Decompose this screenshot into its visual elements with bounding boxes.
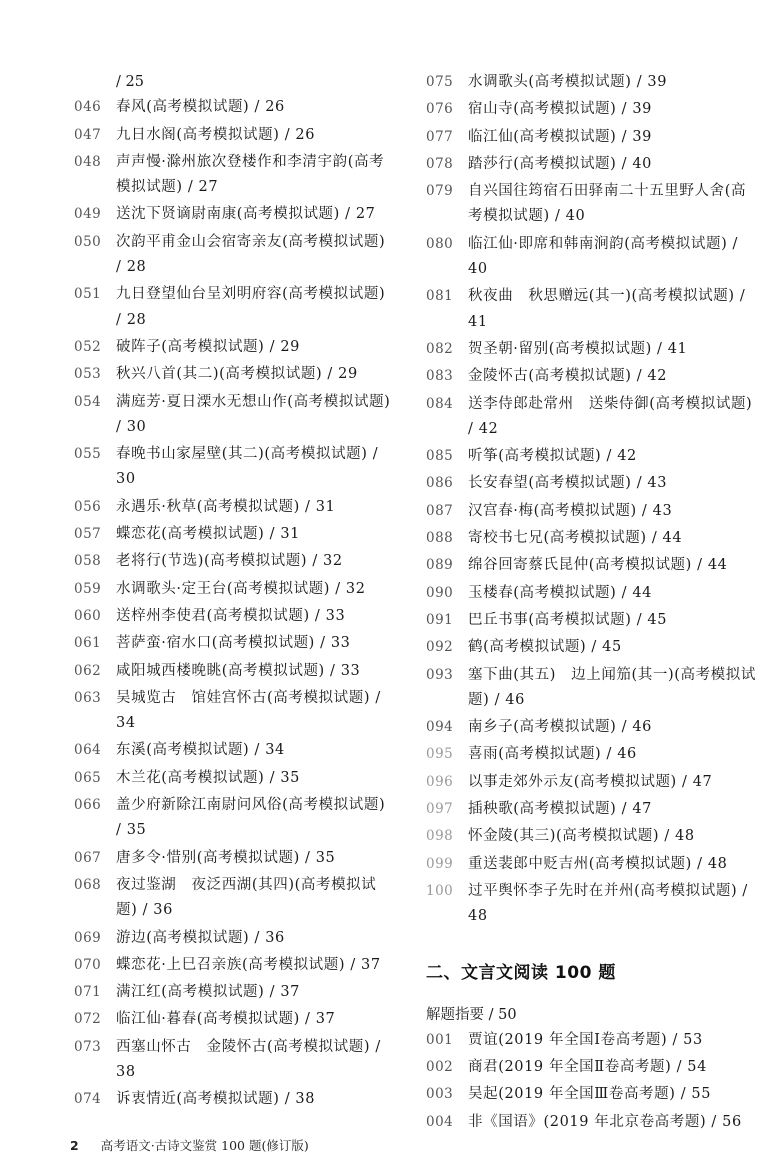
toc-entry bbox=[74, 604, 394, 629]
toc-entry bbox=[74, 282, 394, 333]
entry-title: 水调歌头·定王台(高考模拟试题) / 32 bbox=[116, 580, 366, 597]
entry-number: 004 bbox=[426, 1113, 454, 1130]
entry-number: 073 bbox=[74, 1038, 102, 1055]
page-footer bbox=[70, 1136, 309, 1154]
entry-title: 喜雨(高考模拟试题) / 46 bbox=[468, 746, 637, 763]
toc-entry bbox=[426, 852, 756, 877]
toc-entry bbox=[426, 553, 756, 578]
toc-entry bbox=[426, 1028, 756, 1053]
entry-title: 春晚书山家屋壁(其二)(高考模拟试题) / 30 bbox=[116, 446, 379, 488]
entry-number: 079 bbox=[426, 183, 454, 200]
toc-entry bbox=[74, 390, 394, 441]
entry-number: 067 bbox=[74, 849, 102, 866]
entry-title: 巴丘书事(高考模拟试题) / 45 bbox=[468, 611, 668, 628]
toc-entry bbox=[426, 663, 756, 714]
entry-title: 破阵子(高考模拟试题) / 29 bbox=[116, 338, 300, 355]
entry-number: 090 bbox=[426, 584, 454, 601]
toc-entry bbox=[426, 635, 756, 660]
entry-title: 临江仙·即席和韩南涧韵(高考模拟试题) / 40 bbox=[468, 235, 739, 278]
entry-title: 过平舆怀李子先时在并州(高考模拟试题) / 48 bbox=[468, 882, 748, 925]
entry-number: 096 bbox=[426, 773, 454, 790]
entry-number: 059 bbox=[74, 580, 102, 597]
entry-number: 072 bbox=[74, 1011, 102, 1028]
continued-page-ref: / 25 bbox=[116, 74, 144, 90]
entry-number: 003 bbox=[426, 1086, 454, 1103]
entry-number: 091 bbox=[426, 611, 454, 628]
entry-title: 蝶恋花·上巳召亲族(高考模拟试题) / 37 bbox=[116, 956, 381, 973]
toc-entry bbox=[74, 631, 394, 656]
entry-number: 084 bbox=[426, 395, 454, 412]
entry-title: 非《国语》(2019 年北京卷高考题) / 56 bbox=[468, 1113, 742, 1130]
entry-title: 声声慢·滁州旅次登楼作和李清宇韵(高考模拟试题) / 27 bbox=[116, 153, 385, 196]
entry-title: 宿山寺(高考模拟试题) / 39 bbox=[468, 101, 652, 118]
entry-title: 汉宫春·梅(高考模拟试题) / 43 bbox=[468, 502, 673, 519]
book-title: 高考语文·古诗文鉴赏 100 题(修订版) bbox=[100, 1138, 309, 1153]
entry-number: 089 bbox=[426, 557, 454, 574]
entry-number: 049 bbox=[74, 206, 102, 223]
toc-entry bbox=[74, 230, 394, 281]
entry-title: 木兰花(高考模拟试题) / 35 bbox=[116, 769, 300, 786]
entry-number: 100 bbox=[426, 882, 454, 899]
entry-number: 080 bbox=[426, 235, 454, 252]
toc-entry bbox=[426, 770, 756, 795]
toc-entry bbox=[426, 179, 756, 230]
toc-entry bbox=[74, 953, 394, 978]
toc-entry bbox=[426, 232, 756, 283]
toc-entry bbox=[426, 125, 756, 150]
toc-entry bbox=[74, 926, 394, 951]
entry-title: 老将行(节选)(高考模拟试题) / 32 bbox=[116, 553, 343, 570]
entry-number: 099 bbox=[426, 855, 454, 872]
toc-entry bbox=[74, 522, 394, 547]
toc-entry bbox=[426, 70, 756, 95]
toc-entry bbox=[426, 499, 756, 524]
entry-number: 001 bbox=[426, 1031, 454, 1048]
entry-number: 077 bbox=[426, 128, 454, 145]
toc-entry bbox=[426, 581, 756, 606]
entry-title: 送李侍郎赴常州 送柴侍御(高考模拟试题) / 42 bbox=[468, 395, 753, 437]
page-number: 2 bbox=[70, 1138, 79, 1153]
entry-title: 咸阳城西楼晚眺(高考模拟试题) / 33 bbox=[116, 662, 361, 679]
toc-entry bbox=[74, 150, 394, 201]
entry-title: 送梓州李使君(高考模拟试题) / 33 bbox=[116, 607, 346, 624]
entry-title: 插秧歌(高考模拟试题) / 47 bbox=[468, 801, 652, 818]
entry-number: 052 bbox=[74, 338, 102, 355]
entry-number: 093 bbox=[426, 666, 454, 683]
toc-entry bbox=[74, 686, 394, 737]
toc-entry bbox=[74, 1035, 394, 1086]
entry-number: 075 bbox=[426, 74, 454, 90]
guide-entry: 解题指要 / 50 bbox=[426, 1006, 517, 1023]
toc-entry bbox=[74, 335, 394, 360]
entry-title: 以事走郊外示友(高考模拟试题) / 47 bbox=[468, 773, 713, 790]
entry-number: 063 bbox=[74, 689, 102, 706]
entry-number: 070 bbox=[74, 956, 102, 973]
entry-title: 临江仙·暮春(高考模拟试题) / 37 bbox=[116, 1011, 336, 1028]
toc-entry bbox=[426, 608, 756, 633]
toc-entry bbox=[74, 1087, 394, 1112]
entry-title: 南乡子(高考模拟试题) / 46 bbox=[468, 719, 652, 736]
entry-title: 怀金陵(其三)(高考模拟试题) / 48 bbox=[468, 828, 695, 845]
entry-title: 盖少府新除江南尉问风俗(高考模拟试题) / 35 bbox=[116, 797, 386, 839]
entry-number: 054 bbox=[74, 393, 102, 410]
entry-title: 金陵怀古(高考模拟试题) / 42 bbox=[468, 368, 668, 385]
entry-number: 083 bbox=[426, 368, 454, 385]
entry-number: 097 bbox=[426, 801, 454, 818]
entry-title: 临江仙(高考模拟试题) / 39 bbox=[468, 128, 652, 145]
left-entry-list bbox=[74, 95, 394, 1112]
toc-entry bbox=[426, 392, 756, 443]
entry-title: 送沈下贤谪尉南康(高考模拟试题) / 27 bbox=[116, 206, 376, 223]
toc-entry bbox=[74, 577, 394, 602]
entry-number: 094 bbox=[426, 719, 454, 736]
entry-title: 自兴国往筠宿石田驿南二十五里野人舍(高考模拟试题) / 40 bbox=[468, 183, 747, 225]
entry-number: 062 bbox=[74, 662, 102, 679]
entry-number: 053 bbox=[74, 366, 102, 383]
entry-title: 吴起(2019 年全国Ⅲ卷高考题) / 55 bbox=[468, 1086, 712, 1103]
entry-number: 050 bbox=[74, 233, 102, 250]
entry-title: 蝶恋花(高考模拟试题) / 31 bbox=[116, 526, 300, 543]
toc-entry bbox=[426, 284, 756, 335]
entry-number: 066 bbox=[74, 797, 102, 814]
entry-number: 071 bbox=[74, 984, 102, 1001]
entry-number: 055 bbox=[74, 446, 102, 463]
entry-title: 满江红(高考模拟试题) / 37 bbox=[116, 984, 300, 1001]
entry-title: 菩萨蛮·宿水口(高考模拟试题) / 33 bbox=[116, 635, 351, 652]
entry-number: 095 bbox=[426, 746, 454, 763]
toc-entry bbox=[74, 1007, 394, 1032]
entry-number: 085 bbox=[426, 448, 454, 465]
entry-number: 088 bbox=[426, 530, 454, 547]
entry-number: 058 bbox=[74, 553, 102, 570]
entry-title: 唐多令·惜别(高考模拟试题) / 35 bbox=[116, 849, 336, 866]
toc-entry bbox=[74, 495, 394, 520]
entry-number: 056 bbox=[74, 498, 102, 515]
left-column bbox=[74, 70, 394, 1115]
entry-title: 九日登望仙台呈刘明府容(高考模拟试题) / 28 bbox=[116, 286, 386, 328]
toc-entry bbox=[426, 1110, 756, 1135]
entry-number: 074 bbox=[74, 1091, 102, 1108]
toc-entry bbox=[426, 1055, 756, 1080]
toc-entry bbox=[426, 152, 756, 177]
toc-entry bbox=[74, 442, 394, 493]
entry-title: 次韵平甫金山会宿寄亲友(高考模拟试题) / 28 bbox=[116, 233, 386, 276]
entry-title: 秋兴八首(其二)(高考模拟试题) / 29 bbox=[116, 366, 358, 383]
toc-entry bbox=[426, 879, 756, 930]
entry-title: 贾谊(2019 年全国Ⅰ卷高考题) / 53 bbox=[468, 1031, 703, 1048]
entry-title: 鹤(高考模拟试题) / 45 bbox=[468, 639, 622, 656]
toc-entry bbox=[74, 766, 394, 791]
entry-number: 064 bbox=[74, 742, 102, 759]
section-entry-list bbox=[426, 1028, 756, 1135]
entry-number: 047 bbox=[74, 126, 102, 143]
entry-title: 西塞山怀古 金陵怀古(高考模拟试题) / 38 bbox=[116, 1038, 381, 1080]
entry-number: 057 bbox=[74, 526, 102, 543]
entry-number: 068 bbox=[74, 876, 102, 893]
toc-entry bbox=[426, 444, 756, 469]
entry-number: 078 bbox=[426, 155, 454, 172]
toc-entry bbox=[74, 549, 394, 574]
entry-title: 秋夜曲 秋思赠远(其一)(高考模拟试题) / 41 bbox=[468, 288, 746, 330]
entry-number: 048 bbox=[74, 153, 102, 170]
entry-title: 东溪(高考模拟试题) / 34 bbox=[116, 742, 285, 759]
entry-title: 满庭芳·夏日溧水无想山作(高考模拟试题) / 30 bbox=[116, 393, 391, 435]
entry-title: 踏莎行(高考模拟试题) / 40 bbox=[468, 155, 652, 172]
section-title: 二、文言文阅读 100 题 bbox=[426, 962, 616, 983]
right-entry-list bbox=[426, 70, 756, 930]
toc-entry bbox=[74, 738, 394, 763]
toc-entry bbox=[74, 659, 394, 684]
entry-number: 082 bbox=[426, 340, 454, 357]
entry-number: 086 bbox=[426, 475, 454, 492]
toc-entry bbox=[426, 337, 756, 362]
entry-title: 夜过鉴湖 夜泛西湖(其四)(高考模拟试题) / 36 bbox=[116, 876, 377, 919]
entry-number: 046 bbox=[74, 99, 102, 116]
entry-title: 水调歌头(高考模拟试题) / 39 bbox=[468, 74, 668, 90]
entry-title: 商君(2019 年全国Ⅱ卷高考题) / 54 bbox=[468, 1059, 707, 1076]
entry-title: 重送裴郎中贬吉州(高考模拟试题) / 48 bbox=[468, 855, 728, 872]
entry-title: 游边(高考模拟试题) / 36 bbox=[116, 929, 285, 946]
entry-number: 069 bbox=[74, 929, 102, 946]
toc-entry bbox=[74, 362, 394, 387]
entry-title: 长安春望(高考模拟试题) / 43 bbox=[468, 475, 668, 492]
entry-number: 098 bbox=[426, 828, 454, 845]
entry-number: 060 bbox=[74, 607, 102, 624]
entry-number: 092 bbox=[426, 639, 454, 656]
entry-title: 春风(高考模拟试题) / 26 bbox=[116, 99, 285, 116]
entry-number: 065 bbox=[74, 769, 102, 786]
entry-number: 087 bbox=[426, 502, 454, 519]
entry-title: 玉楼春(高考模拟试题) / 44 bbox=[468, 584, 652, 601]
entry-number: 081 bbox=[426, 288, 454, 305]
entry-title: 永遇乐·秋草(高考模拟试题) / 31 bbox=[116, 498, 336, 515]
entry-title: 诉衷情近(高考模拟试题) / 38 bbox=[116, 1091, 316, 1108]
entry-title: 吴城览古 馆娃宫怀古(高考模拟试题) / 34 bbox=[116, 689, 381, 732]
toc-entry bbox=[426, 1082, 756, 1107]
entry-number: 061 bbox=[74, 635, 102, 652]
entry-number: 051 bbox=[74, 286, 102, 303]
toc-entry bbox=[426, 715, 756, 740]
toc-entry bbox=[426, 824, 756, 849]
entry-title: 听筝(高考模拟试题) / 42 bbox=[468, 448, 637, 465]
toc-entry bbox=[74, 980, 394, 1005]
toc-entry bbox=[426, 797, 756, 822]
toc-entry bbox=[74, 873, 394, 924]
toc-entry bbox=[74, 202, 394, 227]
entry-number: 076 bbox=[426, 101, 454, 118]
toc-entry bbox=[426, 364, 756, 389]
entry-title: 九日水阁(高考模拟试题) / 26 bbox=[116, 126, 316, 143]
toc-entry bbox=[426, 97, 756, 122]
toc-entry bbox=[74, 95, 394, 120]
entry-title: 贺圣朝·留别(高考模拟试题) / 41 bbox=[468, 340, 688, 357]
entry-title: 寄校书七兄(高考模拟试题) / 44 bbox=[468, 530, 683, 547]
toc-entry bbox=[74, 123, 394, 148]
entry-title: 绵谷回寄蔡氏昆仲(高考模拟试题) / 44 bbox=[468, 557, 728, 574]
toc-entry bbox=[426, 526, 756, 551]
entry-title: 塞下曲(其五) 边上闻笳(其一)(高考模拟试题) / 46 bbox=[468, 666, 756, 708]
entry-number: 002 bbox=[426, 1059, 454, 1076]
toc-entry bbox=[74, 846, 394, 871]
toc-entry bbox=[426, 471, 756, 496]
right-column bbox=[426, 70, 756, 1137]
toc-entry bbox=[426, 742, 756, 767]
toc-entry bbox=[74, 793, 394, 844]
